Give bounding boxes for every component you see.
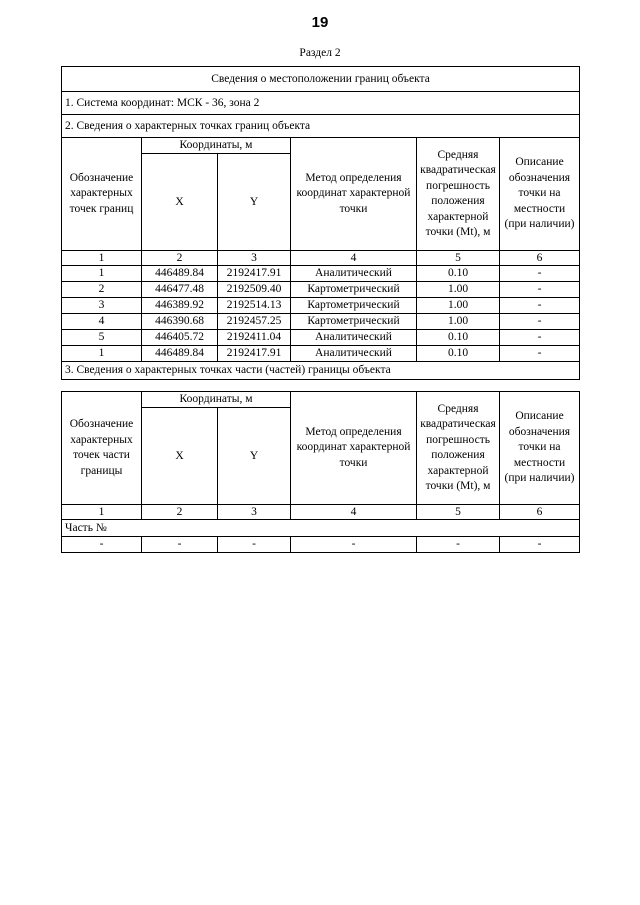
header-x: X bbox=[142, 408, 218, 505]
cell-description: - bbox=[500, 330, 580, 346]
cell-description: - bbox=[500, 282, 580, 298]
column-number: 2 bbox=[142, 251, 218, 266]
cell-x: 446489.84 bbox=[142, 346, 218, 362]
cell-description: - bbox=[500, 298, 580, 314]
page-number: 19 bbox=[311, 14, 329, 31]
header-coords: Координаты, м bbox=[142, 392, 291, 408]
cell-point: 4 bbox=[62, 314, 142, 330]
table-row bbox=[62, 282, 580, 298]
table-row bbox=[62, 266, 580, 282]
column-number: 3 bbox=[218, 251, 291, 266]
cell-error: 0.10 bbox=[417, 266, 500, 282]
section-label: Раздел 2 bbox=[299, 47, 341, 59]
table-row bbox=[62, 330, 580, 346]
header-method: Метод определения координат характерной точки bbox=[291, 392, 417, 505]
cell-error: 0.10 bbox=[417, 346, 500, 362]
cell-method: Аналитический bbox=[291, 346, 417, 362]
cell-x: 446390.68 bbox=[142, 314, 218, 330]
cell-x: 446489.84 bbox=[142, 266, 218, 282]
cell-point: 2 bbox=[62, 282, 142, 298]
cell-description: - bbox=[500, 314, 580, 330]
column-number: 3 bbox=[218, 505, 291, 520]
table-row bbox=[62, 298, 580, 314]
part-boundary-table bbox=[61, 391, 580, 553]
cell-x: 446405.72 bbox=[142, 330, 218, 346]
cell-method: - bbox=[291, 537, 417, 553]
cell-y: 2192417.91 bbox=[218, 266, 291, 282]
header-point: Обозначение характерных точек части границы bbox=[62, 392, 142, 505]
cell-method: Картометрический bbox=[291, 282, 417, 298]
table-row bbox=[62, 537, 580, 553]
column-number: 2 bbox=[142, 505, 218, 520]
header-y: Y bbox=[218, 154, 291, 251]
cell-y: 2192411.04 bbox=[218, 330, 291, 346]
cell-y: 2192514.13 bbox=[218, 298, 291, 314]
cell-description: - bbox=[500, 266, 580, 282]
table-row bbox=[62, 314, 580, 330]
cell-x: 446389.92 bbox=[142, 298, 218, 314]
header-y: Y bbox=[218, 408, 291, 505]
column-number: 4 bbox=[291, 505, 417, 520]
cell-x: - bbox=[142, 537, 218, 553]
column-number: 5 bbox=[417, 505, 500, 520]
cell-method: Аналитический bbox=[291, 330, 417, 346]
cell-description: - bbox=[500, 537, 580, 553]
header-error: Средняя квадратическая погрешность положения характерной точки (Mt), м bbox=[417, 138, 500, 251]
column-number: 6 bbox=[500, 505, 580, 520]
cell-error: - bbox=[417, 537, 500, 553]
header-x: X bbox=[142, 154, 218, 251]
header-point: Обозначение характерных точек границ bbox=[62, 138, 142, 251]
cell-error: 1.00 bbox=[417, 282, 500, 298]
cell-y: 2192417.91 bbox=[218, 346, 291, 362]
cell-y: 2192457.25 bbox=[218, 314, 291, 330]
part-label: Часть № bbox=[62, 520, 580, 537]
header-description: Описание обозначения точки на местности (при наличии) bbox=[500, 138, 580, 251]
header-method: Метод определения координат характерной точки bbox=[291, 138, 417, 251]
boundary-table bbox=[61, 66, 580, 380]
column-number: 4 bbox=[291, 251, 417, 266]
column-number: 1 bbox=[62, 251, 142, 266]
column-number: 5 bbox=[417, 251, 500, 266]
cell-error: 1.00 bbox=[417, 314, 500, 330]
cell-description: - bbox=[500, 346, 580, 362]
cell-method: Аналитический bbox=[291, 266, 417, 282]
cell-y: - bbox=[218, 537, 291, 553]
coordinate-system: 1. Система координат: МСК - 36, зона 2 bbox=[62, 92, 580, 115]
header-error: Средняя квадратическая погрешность положения характерной точки (Mt), м bbox=[417, 392, 500, 505]
cell-x: 446477.48 bbox=[142, 282, 218, 298]
cell-point: 1 bbox=[62, 266, 142, 282]
cell-point: 5 bbox=[62, 330, 142, 346]
table-title: Сведения о местоположении границ объекта bbox=[62, 67, 580, 92]
part2-heading: 3. Сведения о характерных точках части (частей) границы объекта bbox=[62, 362, 580, 380]
cell-method: Картометрический bbox=[291, 314, 417, 330]
column-number: 6 bbox=[500, 251, 580, 266]
table-row bbox=[62, 346, 580, 362]
cell-y: 2192509.40 bbox=[218, 282, 291, 298]
part1-heading: 2. Сведения о характерных точках границ объекта bbox=[62, 115, 580, 138]
cell-point: 1 bbox=[62, 346, 142, 362]
cell-point: - bbox=[62, 537, 142, 553]
header-description: Описание обозначения точки на местности (при наличии) bbox=[500, 392, 580, 505]
cell-error: 0.10 bbox=[417, 330, 500, 346]
cell-error: 1.00 bbox=[417, 298, 500, 314]
header-coords: Координаты, м bbox=[142, 138, 291, 154]
cell-point: 3 bbox=[62, 298, 142, 314]
cell-method: Картометрический bbox=[291, 298, 417, 314]
column-number: 1 bbox=[62, 505, 142, 520]
